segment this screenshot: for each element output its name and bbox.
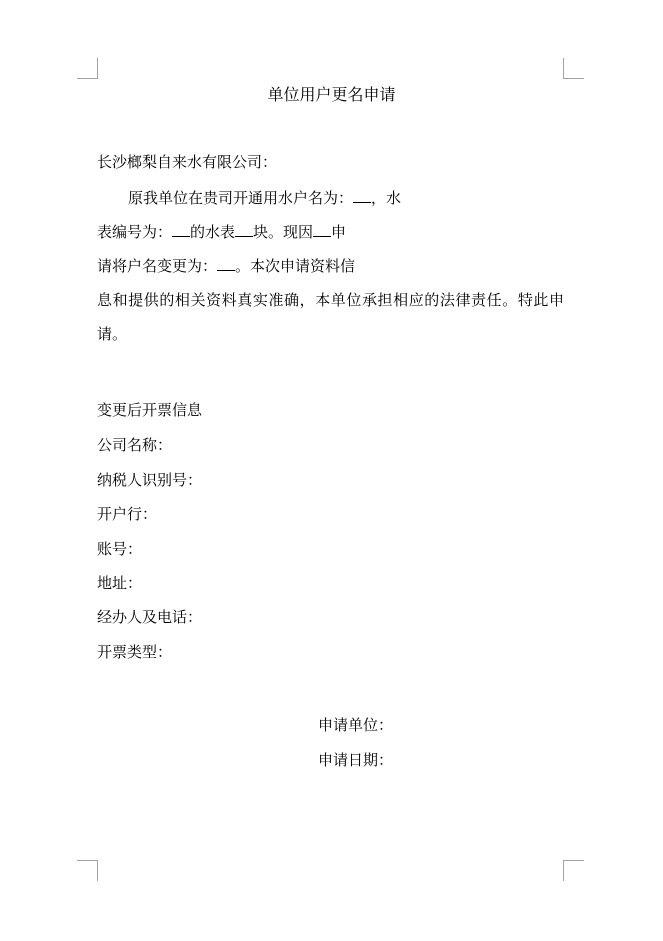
document-title: 单位用户更名申请 — [267, 85, 396, 104]
invoice-field-bank: 开户行： — [97, 505, 158, 523]
meter-number-blank[interactable] — [172, 222, 190, 237]
new-user-name-blank[interactable] — [217, 256, 235, 271]
invoice-field-taxpayer-id: 纳税人识别号： — [97, 471, 203, 489]
invoice-field-invoice-type: 开票类型： — [97, 643, 173, 661]
applicant-unit-label: 申请单位： — [318, 716, 394, 734]
invoice-field-contact-person-phone: 经办人及电话： — [97, 608, 203, 626]
water-user-name-blank[interactable] — [353, 188, 371, 203]
crop-mark-bottom-right-icon — [563, 860, 584, 881]
paragraph-line-2 — [97, 222, 564, 242]
paragraph-line-1 — [97, 188, 564, 208]
application-date-label: 申请日期： — [318, 751, 394, 769]
paragraph-text: ，水 — [371, 189, 402, 207]
greeting-line: 长沙榔梨自来水有限公司： — [97, 153, 278, 171]
invoice-field-account-number: 账号： — [97, 540, 143, 558]
paragraph-text: 的水表 — [190, 223, 236, 241]
crop-mark-top-left-icon — [77, 58, 98, 79]
invoice-field-address: 地址： — [97, 574, 143, 592]
paragraph-text: 表编号为： — [97, 223, 173, 241]
paragraph-text: 申 — [331, 223, 347, 241]
paragraph-text: 块。现因 — [253, 223, 314, 241]
paragraph-line-3 — [97, 256, 564, 276]
paragraph-text: 原我单位在贵司开通用水户名为： — [128, 189, 354, 207]
crop-mark-bottom-left-icon — [77, 860, 98, 881]
paragraph-text: 请将户名变更为： — [97, 257, 218, 275]
paragraph-text: 。本次申请资料信 — [235, 257, 356, 275]
meter-count-blank[interactable] — [235, 222, 253, 237]
paragraph-line-5: 请。 — [97, 325, 128, 343]
crop-mark-top-right-icon — [563, 58, 584, 79]
invoice-info-heading: 变更后开票信息 — [97, 401, 203, 419]
paragraph-line-4: 息和提供的相关资料真实准确，本单位承担相应的法律责任。特此申 — [97, 291, 564, 309]
change-reason-blank[interactable] — [313, 222, 331, 237]
invoice-field-company-name: 公司名称： — [97, 436, 173, 454]
